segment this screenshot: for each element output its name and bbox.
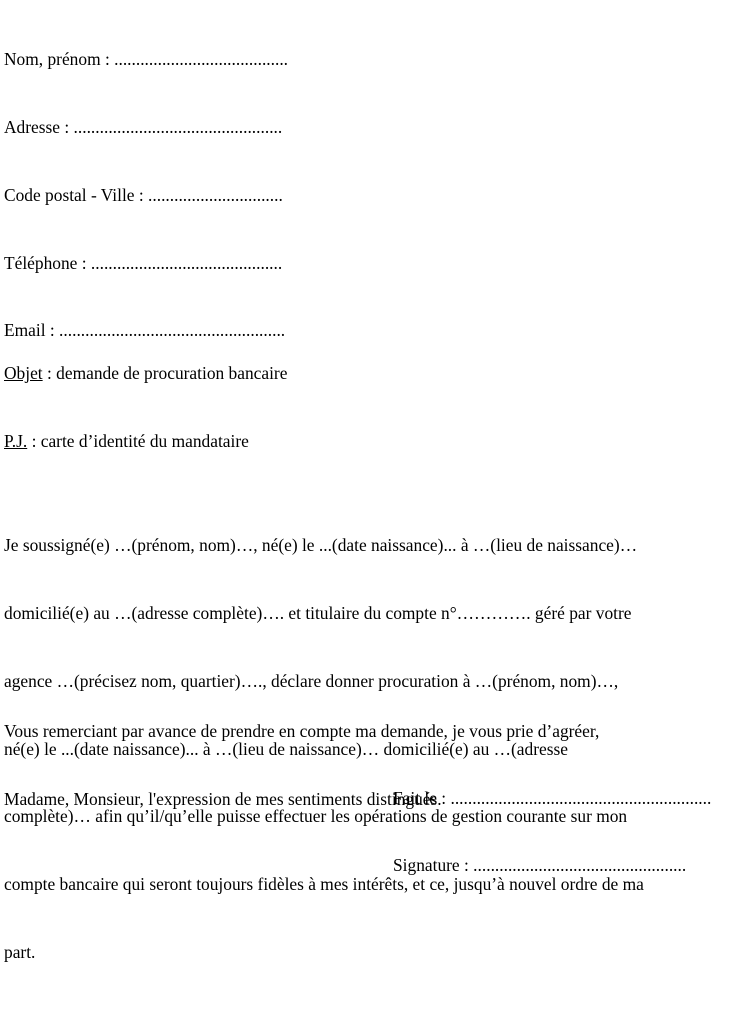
enclosure-line (4, 430, 287, 453)
closing-paragraph (4, 675, 734, 856)
sender-address-line: Adresse : ................................................ (4, 116, 283, 137)
body-line: compte bancaire qui seront toujours fidèles à mes intérêts, et ce, jusqu’à nouvel ordre de ma (4, 874, 644, 895)
enclosure-text: : carte d’identité du mandataire (27, 430, 249, 451)
sender-email-line: Email : .................................................... (4, 320, 286, 341)
body-line: domicilié(e) au …(adresse complète)…. et titulaire du compte n°…………. géré par votre (4, 602, 632, 623)
subject-block (4, 317, 287, 498)
body-line: né(e) le ...(date naissance)... à …(lieu de naissance)… domicilié(e) au …(adresse (4, 738, 568, 759)
body-line: agence …(précisez nom, quartier)…., déclare donner procuration à …(prénom, nom)…, (4, 670, 619, 691)
sender-name-line: Nom, prénom : ........................................ (4, 49, 289, 70)
body-line: Je soussigné(e) …(prénom, nom)…, né(e) le ...(date naissance)... à …(lieu de naissance)… (4, 535, 638, 556)
closing-line: Madame, Monsieur, l'expression de mes sentiments distingués. (4, 788, 442, 809)
subject-text: : demande de procuration bancaire (42, 363, 288, 384)
subject-line (4, 362, 287, 385)
sender-city-line: Code postal - Ville : ............................... (4, 184, 283, 205)
subject-label: Objet (4, 363, 43, 384)
signature-line: Signature : ................................................. (393, 855, 687, 875)
date-line: Fait le : ............................................................ (393, 788, 712, 808)
body-line: complète)… afin qu’il/qu’elle puisse effectuer les opérations de gestion courante sur mon (4, 806, 628, 827)
body-line: part. (4, 941, 36, 962)
sender-phone-line: Téléphone : ............................................ (4, 252, 283, 273)
closing-line: Vous remerciant par avance de prendre en compte ma demande, je vous prie d’agréer, (4, 721, 600, 742)
enclosure-label: P.J. (4, 430, 28, 451)
